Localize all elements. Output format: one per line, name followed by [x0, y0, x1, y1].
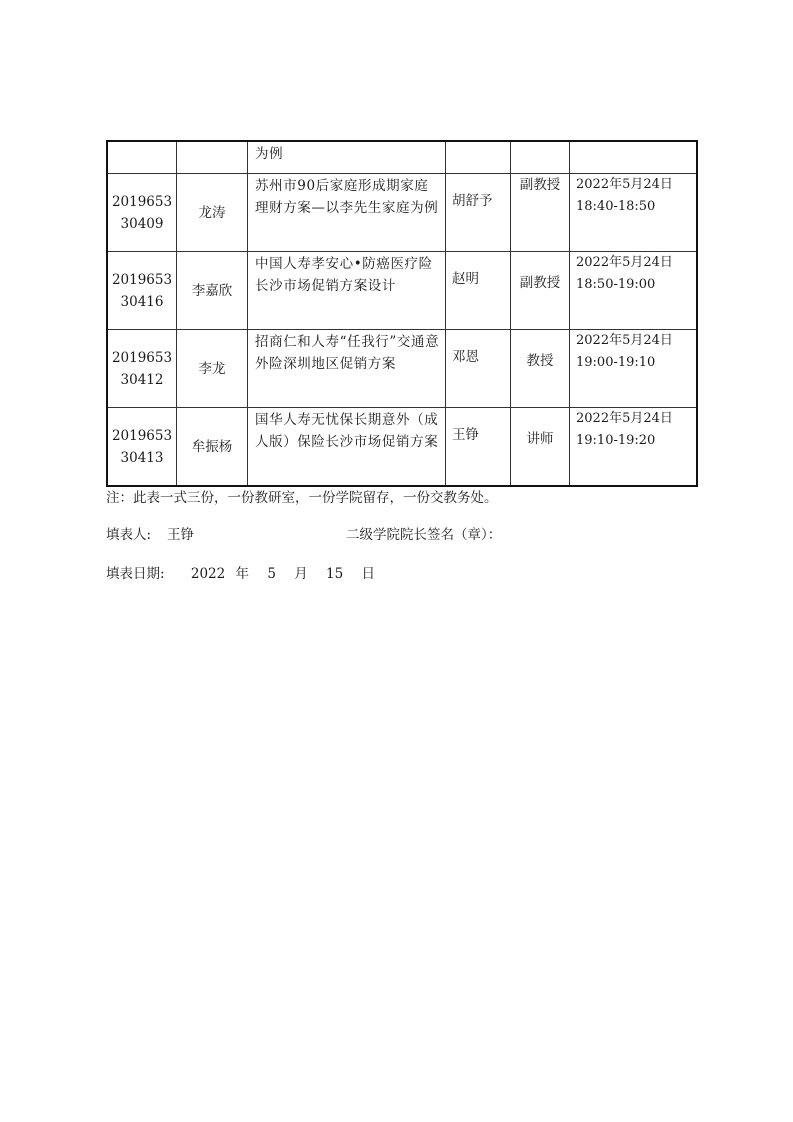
fill-date-line [106, 562, 375, 582]
thesis-title-cell [248, 330, 446, 408]
student-id-cell [107, 174, 177, 252]
advisor-rank: 讲师 [526, 431, 554, 447]
time-cell [570, 174, 698, 252]
thesis-title-cell [248, 408, 446, 487]
student-id: 2019653 30416 [111, 271, 173, 310]
thesis-title-cell [248, 252, 446, 330]
thesis-title-text: 招商仁和人寿“任我行”交通意外险深圳地区促销方案 [255, 334, 440, 372]
advisor-name: 胡舒予 [452, 193, 493, 209]
table-row [107, 174, 697, 252]
advisor-name: 赵明 [452, 271, 479, 287]
table-row-continued [107, 141, 697, 174]
advisor-cell [446, 174, 511, 252]
advisor-cell [446, 408, 511, 487]
defense-time: 2022年5月24日 18:50-19:00 [576, 255, 673, 292]
defense-schedule-table-wrapper [106, 140, 698, 487]
defense-time: 2022年5月24日 19:10-19:20 [576, 411, 673, 448]
date-month-unit: 月 [294, 566, 308, 582]
advisor-cell [446, 330, 511, 408]
rank-cell [511, 408, 570, 487]
date-month: 5 [267, 566, 276, 582]
student-id-cell [107, 252, 177, 330]
advisor-cell [446, 252, 511, 330]
rank-cell [511, 252, 570, 330]
filler-line [106, 523, 194, 543]
rank-cell [511, 141, 570, 174]
thesis-title-text: 苏州市90后家庭形成期家庭理财方案—以李先生家庭为例 [255, 178, 439, 216]
table-row [107, 408, 697, 487]
rank-cell [511, 174, 570, 252]
thesis-title-cell [248, 174, 446, 252]
thesis-title-cell [248, 141, 446, 174]
filler-label: 填表人: [106, 527, 152, 543]
student-name-cell [177, 174, 248, 252]
student-id: 2019653 30412 [111, 349, 173, 388]
student-name-cell [177, 141, 248, 174]
date-day-unit: 日 [361, 566, 375, 582]
student-id: 2019653 30409 [111, 193, 173, 232]
student-name: 李嘉欣 [191, 282, 233, 299]
student-name-cell [177, 408, 248, 487]
time-cell [570, 252, 698, 330]
advisor-rank: 副教授 [519, 275, 561, 291]
student-name-cell [177, 330, 248, 408]
defense-time: 2022年5月24日 18:40-18:50 [576, 177, 673, 214]
student-name: 龙涛 [198, 204, 226, 221]
student-name-cell [177, 252, 248, 330]
date-year: 2022 [190, 566, 226, 582]
time-cell [570, 408, 698, 487]
time-cell [570, 330, 698, 408]
student-id-cell [107, 330, 177, 408]
thesis-title-text: 国华人寿无忧保长期意外（成人版）保险长沙市场促销方案 [255, 412, 439, 450]
date-year-unit: 年 [235, 566, 250, 582]
student-id-cell [107, 141, 177, 174]
defense-schedule-table [106, 140, 698, 487]
advisor-name: 邓恩 [452, 349, 479, 365]
thesis-title-text: 中国人寿孝安心•防癌医疗险长沙市场促销方案设计 [255, 256, 433, 294]
defense-time: 2022年5月24日 19:00-19:10 [576, 333, 673, 370]
time-cell [570, 141, 698, 174]
thesis-title-text: 为例 [255, 146, 284, 162]
student-name: 牟振杨 [191, 438, 233, 455]
table-note: 注：此表一式三份，一份教研室，一份学院留存，一份交教务处。 [106, 490, 498, 506]
filler-name: 王铮 [167, 527, 195, 543]
student-name: 李龙 [198, 360, 226, 377]
dean-signature-label: 二级学院院长签名（章）： [346, 527, 502, 543]
advisor-rank: 副教授 [519, 177, 561, 193]
date-label: 填表日期: [106, 566, 165, 582]
student-id: 2019653 30413 [111, 427, 173, 466]
advisor-cell [446, 141, 511, 174]
table-row [107, 252, 697, 330]
student-id-cell [107, 408, 177, 487]
rank-cell [511, 330, 570, 408]
advisor-name: 王铮 [452, 427, 479, 443]
table-row [107, 330, 697, 408]
advisor-rank: 教授 [526, 353, 554, 369]
date-day: 15 [326, 566, 344, 582]
